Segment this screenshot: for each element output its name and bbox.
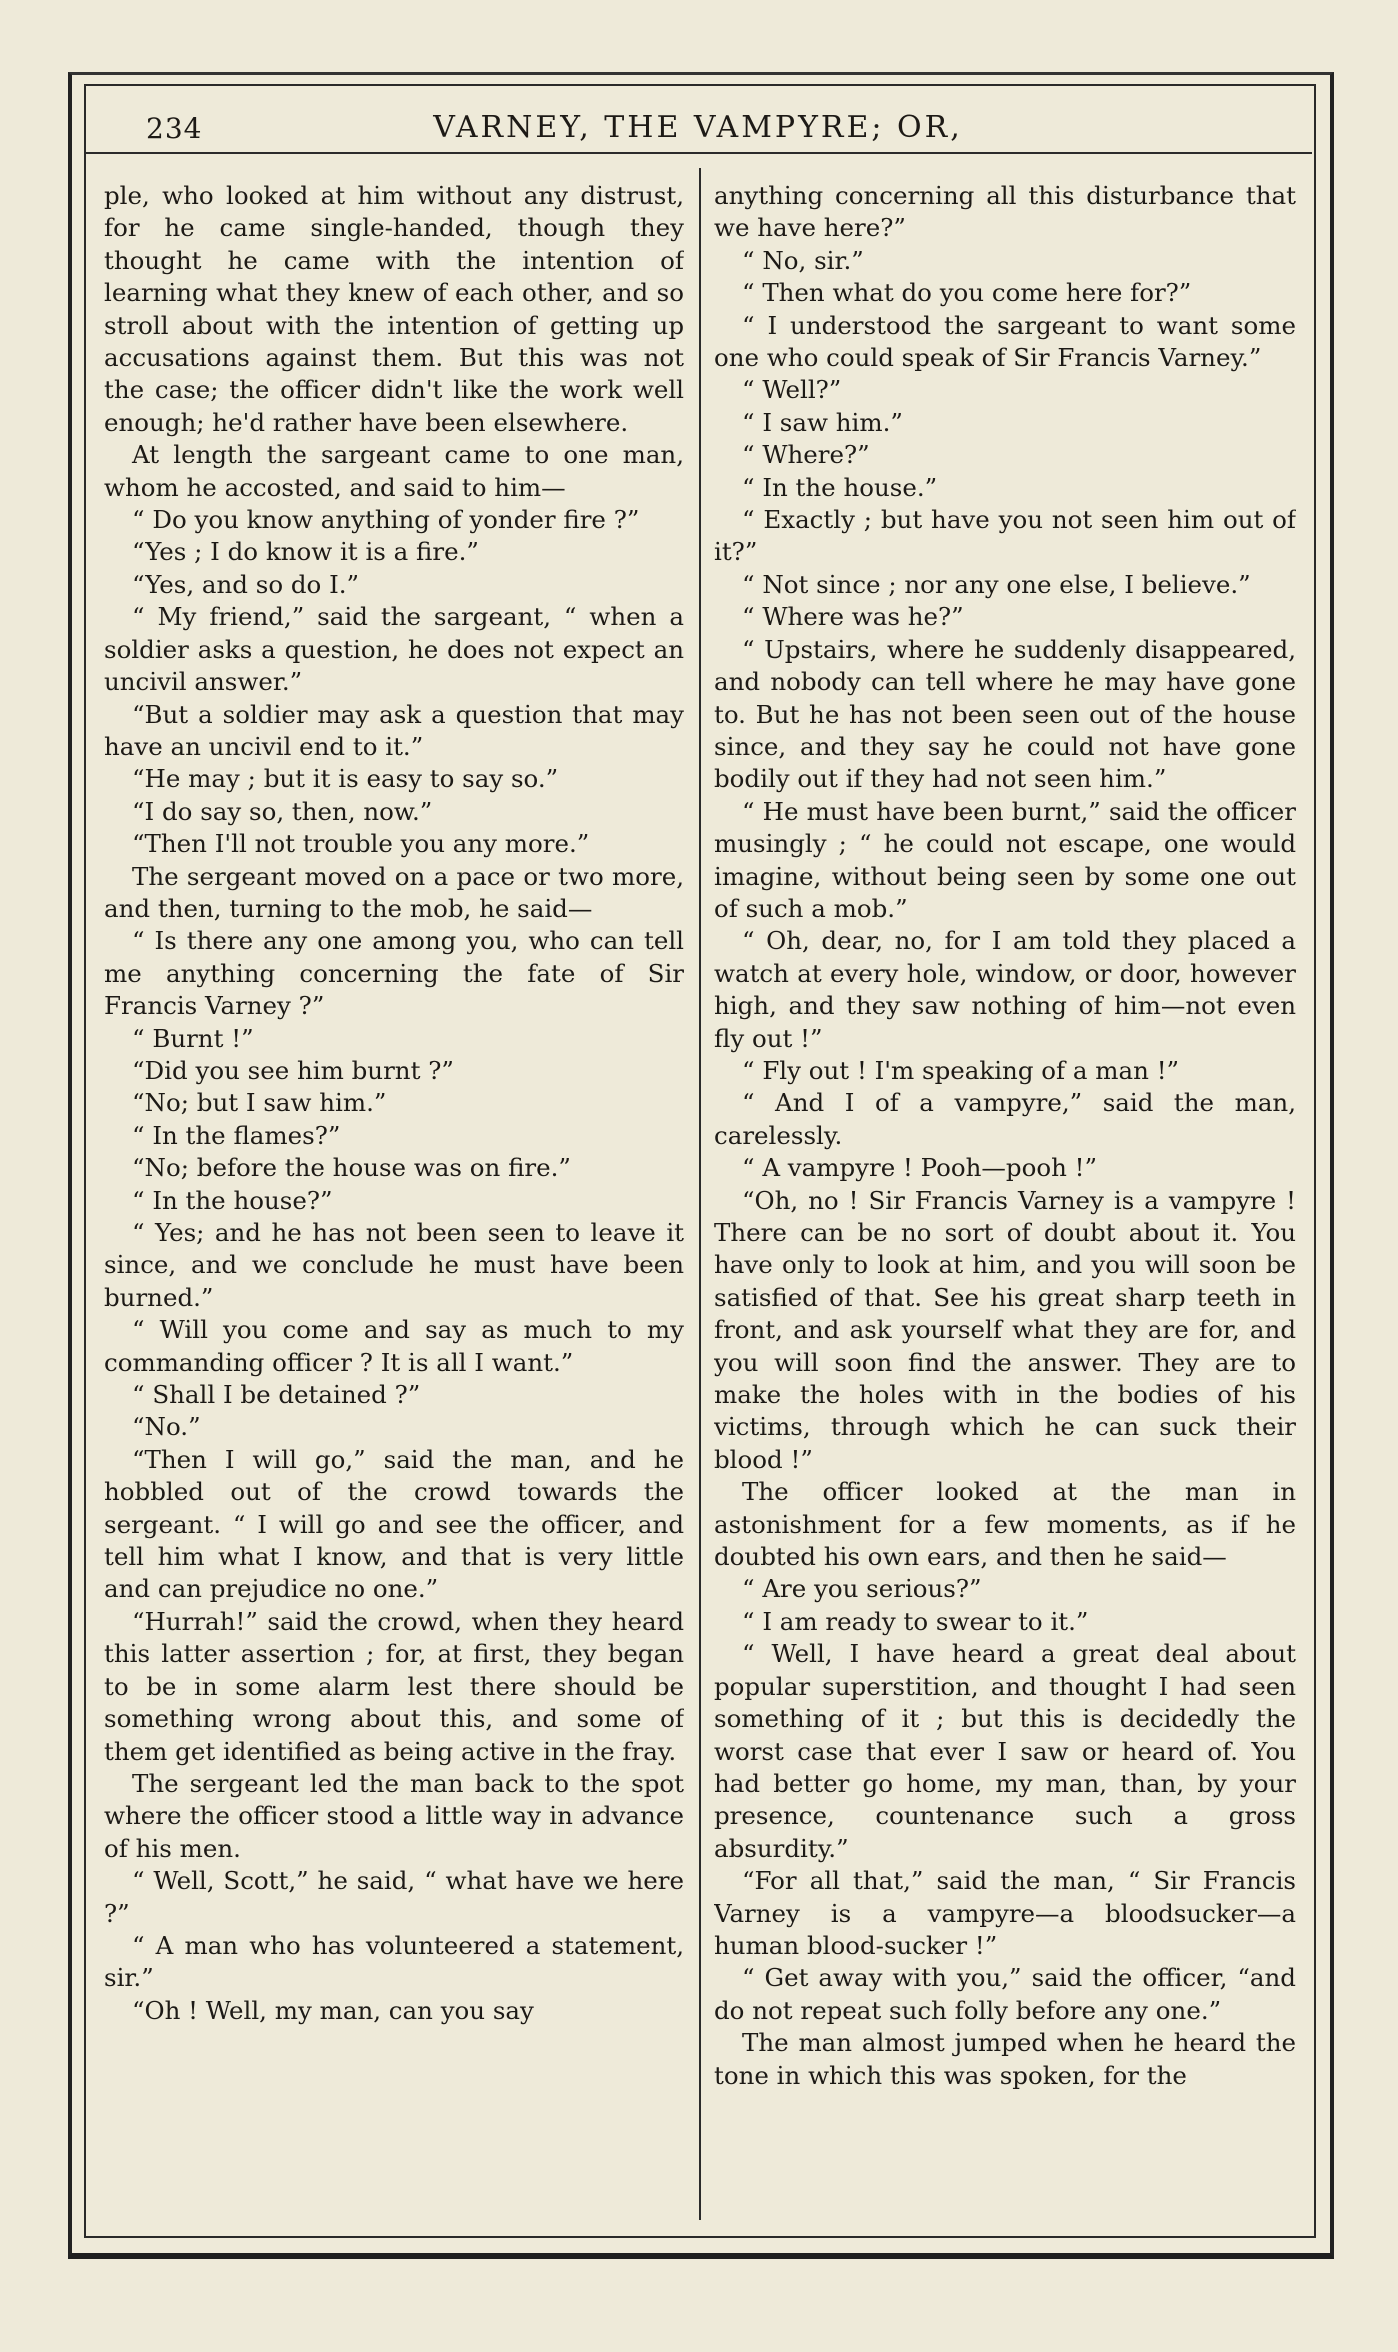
paragraph: “ In the house.” <box>742 472 938 502</box>
paragraph: “But a soldier may ask a question that may have an uncivil end to it.” <box>104 699 684 761</box>
paragraph: “ Fly out ! I'm speaking of a man !” <box>742 1055 1180 1085</box>
paragraph: “ Not since ; nor any one else, I believe.” <box>742 569 1251 599</box>
paragraph: “Hurrah!” said the crowd, when they heard this latter assertion ; for, at first, they began to be in some alarm lest there should be something wrong about this, and some of them get identified as being active in the fray. <box>104 1606 684 1766</box>
paragraph: “ And I of a vampyre,” said the man, carelessly. <box>714 1088 1296 1150</box>
paragraph: “ He must have been burnt,” said the officer musingly ; “ he could not escape, one would imagine, without being seen by some one out of such a mob.” <box>714 796 1296 923</box>
paragraph: “ I understood the sargeant to want some one who could speak of Sir Francis Varney.” <box>714 310 1296 373</box>
running-title: VARNEY, THE VAMPYRE; OR, <box>433 110 963 145</box>
page-header <box>86 98 1310 150</box>
paragraph: “ Upstairs, where he suddenly disappeared, and nobody can tell where he may have gone to. But he has not been seen out of the house since, and they say he could not have gone bodily out if they had not seen him.” <box>714 634 1296 794</box>
paragraph: “Yes ; I do know it is a fire.” <box>132 537 479 567</box>
page-number: 234 <box>146 112 203 145</box>
paragraph: “ Well, I have heard a great deal about popular superstition, and thought I had seen something of it ; but this is decidedly the worst case that ever I saw or heard of. You had better go home, my man, than, by your presence, countenance such a gross absurdity.” <box>714 1639 1296 1863</box>
paragraph: “ Where was he?” <box>742 602 964 632</box>
paragraph: “ I saw him.” <box>742 407 903 437</box>
paragraph: “Then I'll not trouble you any more.” <box>132 829 590 859</box>
paragraph: “ Then what do you come here for?” <box>742 278 1192 308</box>
paragraph: “No; before the house was on fire.” <box>132 1153 571 1183</box>
paragraph: “ Well, Scott,” he said, “ what have we here ?” <box>104 1866 684 1928</box>
paragraph: anything concerning all this disturbance that we have here?” <box>714 181 1296 243</box>
paragraph: “ Is there any one among you, who can tell me anything concerning the fate of Sir Francis Varney ?” <box>104 926 684 1021</box>
paragraph: The man almost jumped when he heard the tone in which this was spoken, for the <box>714 2028 1296 2090</box>
paragraph: “ Are you serious?” <box>742 1574 982 1604</box>
paragraph: “Did you see him burnt ?” <box>132 1055 454 1085</box>
paragraph: “ Will you come and say as much to my commanding officer ? It is all I want.” <box>104 1315 684 1377</box>
paragraph: “For all that,” said the man, “ Sir Francis Varney is a vampyre—a bloodsucker—a human blood-sucker !” <box>714 1866 1296 1960</box>
paragraph: “No.” <box>132 1412 201 1442</box>
paragraph: The sergeant led the man back to the spot where the officer stood a little way in advance of his men. <box>104 1768 684 1863</box>
paragraph: “ No, sir.” <box>742 245 864 275</box>
paragraph: “ A man who has volunteered a statement, sir.” <box>104 1930 684 1993</box>
paragraph: “ I am ready to swear to it.” <box>742 1606 1089 1636</box>
paragraph: “Yes, and so do I.” <box>132 569 360 599</box>
paragraph: “ Yes; and he has not been seen to leave it since, and we conclude he must have been burned.” <box>104 1218 684 1312</box>
paragraph: “Oh ! Well, my man, can you say <box>132 1995 534 2025</box>
paragraph: “Oh, no ! Sir Francis Varney is a vampyre ! There can be no sort of doubt about it. You have only to look at him, and you will soon be satisfied of that. See his great sharp teeth in front, and ask yourself what they are for, and you will soon find the answer. They are to make the holes with in the bodies of his victims, through which he can suck their blood !” <box>714 1185 1296 1474</box>
paragraph: “Then I will go,” said the man, and he hobbled out of the crowd towards the sergeant. “ I will go and see the officer, and tell him what I know, and that is very little and can prejudice no one.” <box>104 1444 684 1604</box>
paragraph: “ Where?” <box>742 440 870 470</box>
header-rule <box>86 152 1312 154</box>
paragraph: The officer looked at the man in astonishment for a few moments, as if he doubted his own ears, and then he said— <box>714 1477 1296 1572</box>
paragraph: “He may ; but it is easy to say so.” <box>132 764 559 794</box>
paragraph: “I do say so, then, now.” <box>132 796 433 826</box>
paragraph: “No; but I saw him.” <box>132 1088 387 1118</box>
paragraph: The sergeant moved on a pace or two more, and then, turning to the mob, he said— <box>104 861 684 923</box>
paragraph: “ In the house?” <box>132 1185 333 1215</box>
left-column <box>104 180 684 2220</box>
paragraph: “ Exactly ; but have you not seen him out of it?” <box>714 505 1296 567</box>
paragraph: “ Burnt !” <box>132 1023 254 1053</box>
paragraph: “ A vampyre ! Pooh—pooh !” <box>742 1153 1098 1183</box>
paragraph: ple, who looked at him without any distrust, for he came single-handed, though they thought he came with the intention of learning what they knew of each other, and so stroll about with the intention of getting up accusations against them. But this was not the case; the officer didn't like the work well enough; he'd rather have been elsewhere. <box>104 181 684 437</box>
paragraph: “ In the flames?” <box>132 1120 341 1150</box>
paragraph: “ Oh, dear, no, for I am told they placed a watch at every hole, window, or door, however high, and they saw nothing of him—not even fly out !” <box>714 926 1296 1053</box>
paragraph: At length the sargeant came to one man, whom he accosted, and said to him— <box>104 440 684 502</box>
paragraph: “ Get away with you,” said the officer, “and do not repeat such folly before any one.” <box>714 1963 1296 2025</box>
paragraph: “ My friend,” said the sargeant, “ when a soldier asks a question, he does not expect an uncivil answer.” <box>104 602 684 697</box>
paragraph: “ Do you know anything of yonder fire ?” <box>132 505 640 535</box>
paragraph: “ Shall I be detained ?” <box>132 1380 421 1410</box>
paragraph: “ Well?” <box>742 375 842 405</box>
right-column <box>714 180 1296 2220</box>
column-divider <box>699 168 701 2220</box>
